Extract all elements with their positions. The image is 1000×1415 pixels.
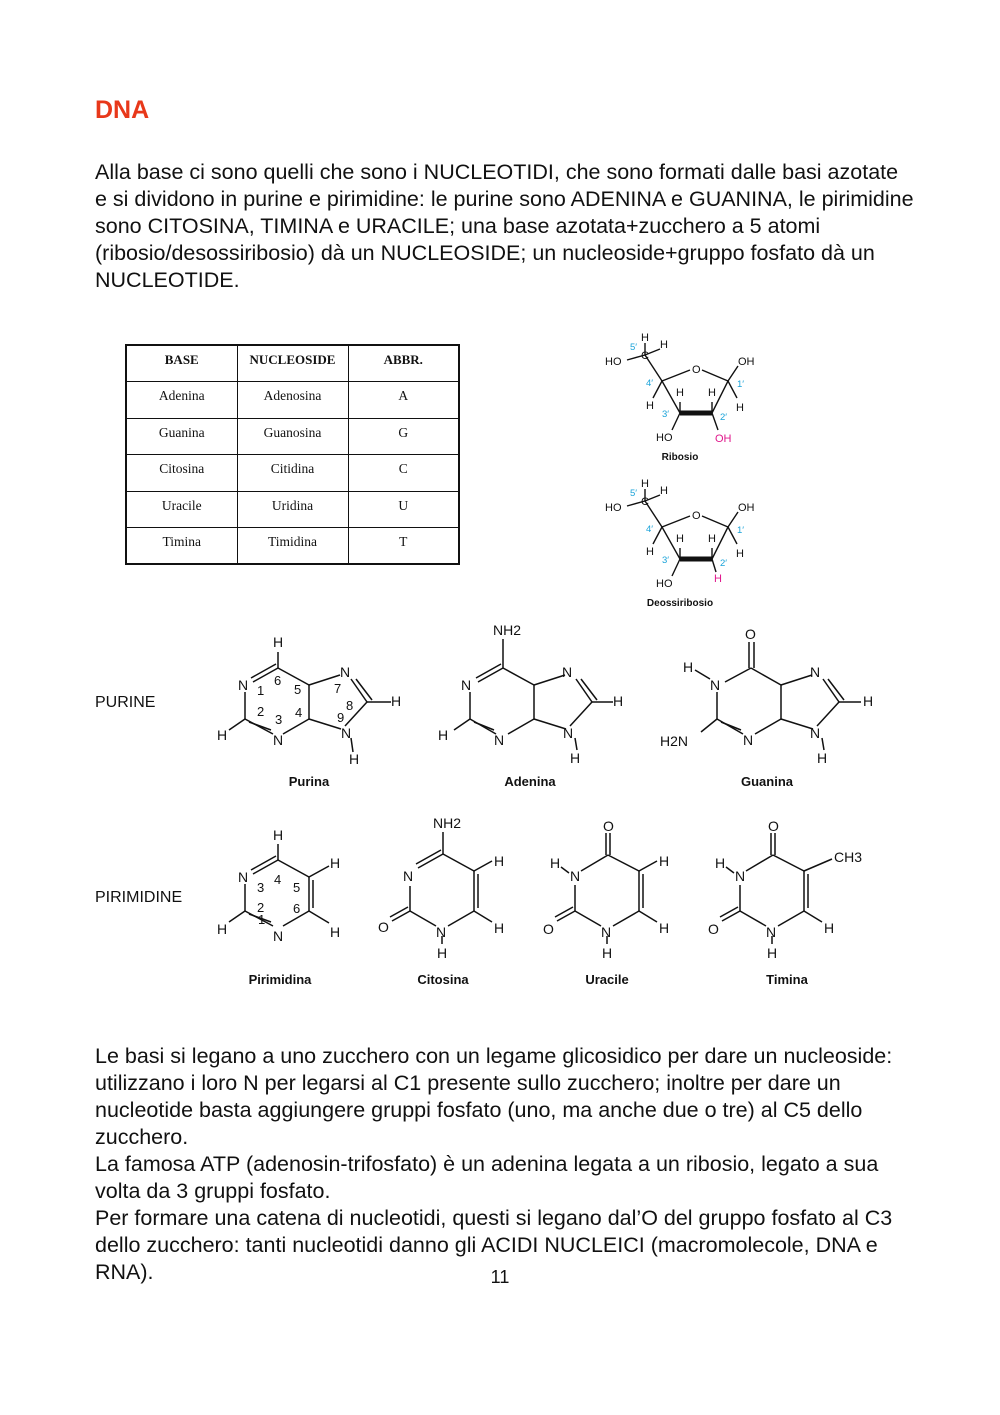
table-cell: G [348, 418, 459, 455]
atom-label: H [708, 533, 716, 545]
atom-label: O [692, 364, 701, 376]
atom-label: H [714, 573, 722, 585]
page-number: 11 [490, 1267, 510, 1287]
carbon-number: 3′ [662, 555, 670, 566]
body-text [95, 1043, 915, 1286]
atom-label: H [494, 853, 505, 869]
atom-label: H [676, 387, 684, 399]
cytosine-caption: Citosina [417, 972, 469, 987]
atom-label: O [603, 818, 614, 834]
atom-label: H [660, 485, 668, 497]
table-cell: C [348, 455, 459, 492]
atom-label: H [824, 920, 835, 936]
table-row [126, 455, 459, 492]
atom-label: H [438, 727, 449, 743]
table-header-row [126, 345, 459, 382]
deoxyribose-caption: Deossiribosio [646, 598, 714, 609]
atom-label: NH2 [493, 622, 522, 638]
header-base: BASE [126, 345, 237, 382]
guanine-structure [655, 620, 885, 795]
atom-label: H [646, 546, 654, 558]
thymine-structure [700, 815, 875, 993]
atom-label: N [494, 732, 505, 748]
deoxyribose-structure [600, 474, 770, 614]
table-cell: U [348, 491, 459, 528]
purine-row-label: PURINE [95, 694, 156, 711]
ribose-caption: Ribosio [661, 452, 699, 463]
ribose-structure [600, 328, 770, 468]
atom-label: O [543, 921, 554, 937]
body-line: Per formare una catena di nucleotidi, questi si legano dal’O del gruppo fosfato al C3 dello zucchero: tanti nucleotidi danno gli ACIDI NUCLEICI (macromolecole, DNA e RNA). [95, 1206, 893, 1284]
atom-label: NH2 [433, 815, 462, 831]
ring-number: 6 [274, 673, 282, 688]
adenine-structure [430, 615, 640, 795]
intro-paragraph: Alla base ci sono quelli che sono i NUCLEOTIDI, che sono formati dalle basi azotate e si dividono in purine e pirimidine: le purine sono ADENINA e GUANINA, le pirimidine sono CITOSINA, TIMINA e URACILE; una base azotata+zucchero a 5 atomi (ribosio/desossiribosio) dà un NUCLEOSIDE; un nucleoside+gruppo fosfato dà un NUCLEOTIDE. [95, 160, 914, 292]
atom-label: H [391, 693, 402, 709]
table-cell: Adenina [126, 382, 237, 419]
atom-label: N [810, 725, 821, 741]
pyrimidine-structure [205, 822, 365, 992]
atom-label: O [745, 626, 756, 642]
atom-label: H [330, 924, 341, 940]
table-cell: Adenosina [237, 382, 348, 419]
atom-label: H2N [660, 733, 689, 749]
purine-caption: Purina [288, 774, 330, 789]
atom-label: H [659, 853, 670, 869]
atom-label: N [273, 732, 284, 748]
atom-label: H [817, 750, 828, 766]
carbon-number: 1′ [737, 379, 745, 390]
ring-number: 7 [334, 681, 342, 696]
table-cell: Timidina [237, 528, 348, 565]
pyrimidine-row-label: PIRIMIDINE [95, 889, 183, 906]
atom-label: N [810, 664, 821, 680]
atom-label: N [341, 725, 352, 741]
atom-label: N [766, 924, 777, 940]
atom-label: H [708, 387, 716, 399]
atom-label: OH [738, 356, 755, 368]
ring-number: 4 [274, 872, 282, 887]
atom-label: H [570, 750, 581, 766]
table-cell: Timina [126, 528, 237, 565]
atom-label: H [646, 400, 654, 412]
table-cell: Guanina [126, 418, 237, 455]
atom-label: H [676, 533, 684, 545]
ring-number: 2 [257, 900, 265, 915]
body-line: Le basi si legano a uno zucchero con un legame glicosidico per dare un nucleoside: utilizzano i loro N per legarsi al C1 presente sullo zucchero; inoltre per dare un nucleotide basta aggiungere gruppi fosfato (uno, ma anche due o tre) al C5 dello zucchero. [95, 1044, 893, 1149]
atom-label: H [641, 332, 649, 344]
atom-label: HO [605, 356, 622, 368]
atom-label: H [641, 478, 649, 490]
atom-label: H [736, 402, 744, 414]
ring-number: 8 [346, 698, 354, 713]
carbon-number: 2′ [720, 412, 728, 423]
carbon-number: 1′ [737, 525, 745, 536]
atom-label: O [768, 818, 779, 834]
ring-number: 1 [258, 912, 266, 927]
atom-label: H [613, 693, 624, 709]
atom-label: N [601, 924, 612, 940]
body-line: La famosa ATP (adenosin-trifosfato) è un adenina legata a un ribosio, legato a sua volta da 3 gruppi fosfato. [95, 1152, 879, 1203]
table-row [126, 528, 459, 565]
atom-label: H [715, 855, 726, 871]
pyrimidine-caption: Pirimidina [248, 972, 312, 987]
atom-label: H [602, 945, 613, 961]
table-cell: T [348, 528, 459, 565]
adenine-caption: Adenina [504, 774, 556, 789]
atom-label: H [330, 855, 341, 871]
atom-label: N [238, 869, 249, 885]
table-cell: Uracile [126, 491, 237, 528]
atom-label: H [863, 693, 874, 709]
table-row [126, 491, 459, 528]
atom-label: CH3 [834, 849, 863, 865]
atom-label: O [692, 510, 701, 522]
carbon-number: 5′ [630, 488, 638, 499]
atom-label: O [378, 919, 389, 935]
page-title: DNA [95, 96, 150, 124]
atom-label: H [273, 827, 284, 843]
carbon-number: 2′ [720, 558, 728, 569]
ring-number: 9 [337, 710, 345, 725]
table-cell: Citosina [126, 455, 237, 492]
atom-label: N [710, 677, 721, 693]
atom-label: N [570, 868, 581, 884]
atom-label: H [437, 945, 448, 961]
uracil-structure [535, 815, 695, 993]
atom-label: H [550, 855, 561, 871]
atom-label: H [217, 921, 228, 937]
atom-label: N [238, 677, 249, 693]
atom-label: H [660, 339, 668, 351]
uracil-caption: Uracile [585, 972, 629, 987]
atom-label: O [708, 921, 719, 937]
atom-label: H [659, 920, 670, 936]
ring-number: 3 [257, 880, 265, 895]
table-cell: A [348, 382, 459, 419]
table-row [126, 382, 459, 419]
table-cell: Guanosina [237, 418, 348, 455]
ring-number: 5 [293, 880, 301, 895]
thymine-caption: Timina [766, 972, 808, 987]
atom-label: N [436, 924, 447, 940]
bases-table [125, 344, 460, 565]
atom-label: N [273, 928, 284, 944]
ring-number: 6 [293, 901, 301, 916]
ring-number: 5 [294, 682, 302, 697]
purine-structure [205, 630, 415, 795]
carbon-number: 4′ [646, 524, 654, 535]
table-cell: Citidina [237, 455, 348, 492]
atom-label: H [349, 751, 360, 767]
atom-label: H [767, 945, 778, 961]
carbon-number: 4′ [646, 378, 654, 389]
atom-label: H [736, 548, 744, 560]
atom-label: C [641, 350, 649, 362]
atom-label: H [683, 659, 694, 675]
table-cell: Uridina [237, 491, 348, 528]
atom-label: N [461, 677, 472, 693]
atom-label: OH [738, 502, 755, 514]
ring-number: 1 [257, 683, 265, 698]
atom-label: HO [656, 578, 673, 590]
atom-label: H [273, 634, 284, 650]
cytosine-structure [370, 808, 530, 993]
ring-number: 3 [275, 712, 283, 727]
atom-label: N [743, 732, 754, 748]
carbon-number: 3′ [662, 409, 670, 420]
ring-number: 4 [295, 705, 303, 720]
atom-label: N [562, 664, 573, 680]
header-abbr: ABBR. [348, 345, 459, 382]
atom-label: C [641, 496, 649, 508]
atom-label: HO [656, 432, 673, 444]
atom-label: N [735, 868, 746, 884]
atom-label: H [494, 920, 505, 936]
atom-label: H [217, 727, 228, 743]
atom-label: N [403, 868, 414, 884]
atom-label: N [340, 664, 351, 680]
carbon-number: 5′ [630, 342, 638, 353]
header-nucleoside: NUCLEOSIDE [237, 345, 348, 382]
guanine-caption: Guanina [740, 774, 794, 789]
atom-label: OH [715, 433, 732, 445]
table-row [126, 418, 459, 455]
ring-number: 2 [257, 704, 265, 719]
atom-label: HO [605, 502, 622, 514]
atom-label: N [563, 725, 574, 741]
